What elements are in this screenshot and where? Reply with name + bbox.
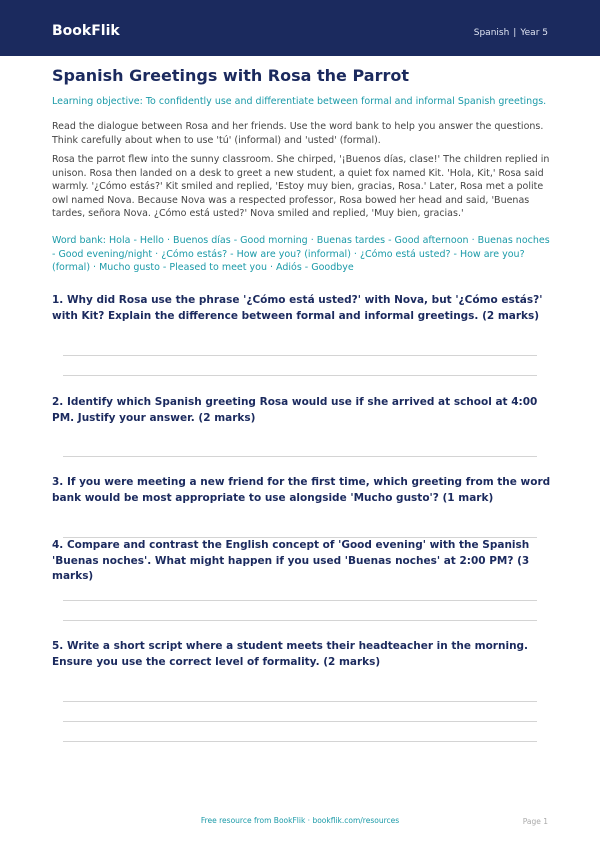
question-1: 1. Why did Rosa use the phrase '¿Cómo está usted?' with Nova, but '¿Cómo estás?' with Kit? Explain the difference between formal and informal greetings. (2 marks) [52,294,543,322]
answer-line[interactable] [63,620,537,621]
page-header [0,0,600,56]
word-bank: Word bank: Hola - Hello · Buenos días - Good morning · Buenas tardes - Good afternoon · Buenas noches - Good evening/night · ¿Cómo estás? - How are you? (informal) · ¿Cómo está usted? - How are you? (formal) · Mucho gusto - Pleased to meet you · Adiós - Goodbye [52,235,550,273]
question-5: 5. Write a short script where a student meets their headteacher in the morning. Ensure you use the correct level of formality. (2 marks) [52,640,529,668]
footer-link[interactable]: Free resource from BookFlik · bookflik.com/resources [200,816,400,825]
answer-line[interactable] [63,456,537,457]
question-2: 2. Identify which Spanish greeting Rosa would use if she arrived at school at 4:00 PM. Justify your answer. (2 marks) [52,396,538,424]
brand-logo: BookFlik [52,23,120,39]
answer-line[interactable] [63,721,537,722]
story-text: Rosa the parrot flew into the sunny classroom. She chirped, '¡Buenos días, clase!' The children replied in unison. Rosa then landed on a desk to greet a new student, a quiet fox named Kit. 'Hola, Kit,' Rosa said warmly. '¿Cómo estás?' Kit smiled and replied, 'Estoy muy bien, gracias, Rosa.' Later, Rosa met a polite owl named Nova. Because Nova was a respected professor, Rosa bowed her head and said, 'Buenas tardes, señora Nova. ¿Cómo está usted?' Nova smiled and replied, 'Muy bien, gracias.' [52,154,550,219]
answer-line[interactable] [63,375,537,376]
answer-line[interactable] [63,701,537,702]
answer-line[interactable] [63,741,537,742]
separator: | [513,28,517,38]
year-label: Year 5 [520,28,548,38]
page-title: Spanish Greetings with Rosa the Parrot [52,66,409,85]
learning-objective: Learning objective: To confidently use and differentiate between formal and informal Spanish greetings. [52,96,547,107]
question-3: 3. If you were meeting a new friend for the first time, which greeting from the word bank would be most appropriate to use alongside 'Mucho gusto'? (1 mark) [52,476,551,504]
subject-label: Spanish [473,28,510,38]
question-4: 4. Compare and contrast the English concept of 'Good evening' with the Spanish 'Buenas noches'. What might happen if you used 'Buenas noches' at 2:00 PM? (3 marks) [52,539,530,582]
answer-line[interactable] [63,600,537,601]
instructions-text: Read the dialogue between Rosa and her friends. Use the word bank to help you answer the questions. Think carefully about when to use 'tú' (informal) and 'usted' (formal). [52,121,544,146]
subject-year [474,28,548,38]
answer-line[interactable] [63,355,537,356]
page-number: Page 1 [522,817,548,826]
